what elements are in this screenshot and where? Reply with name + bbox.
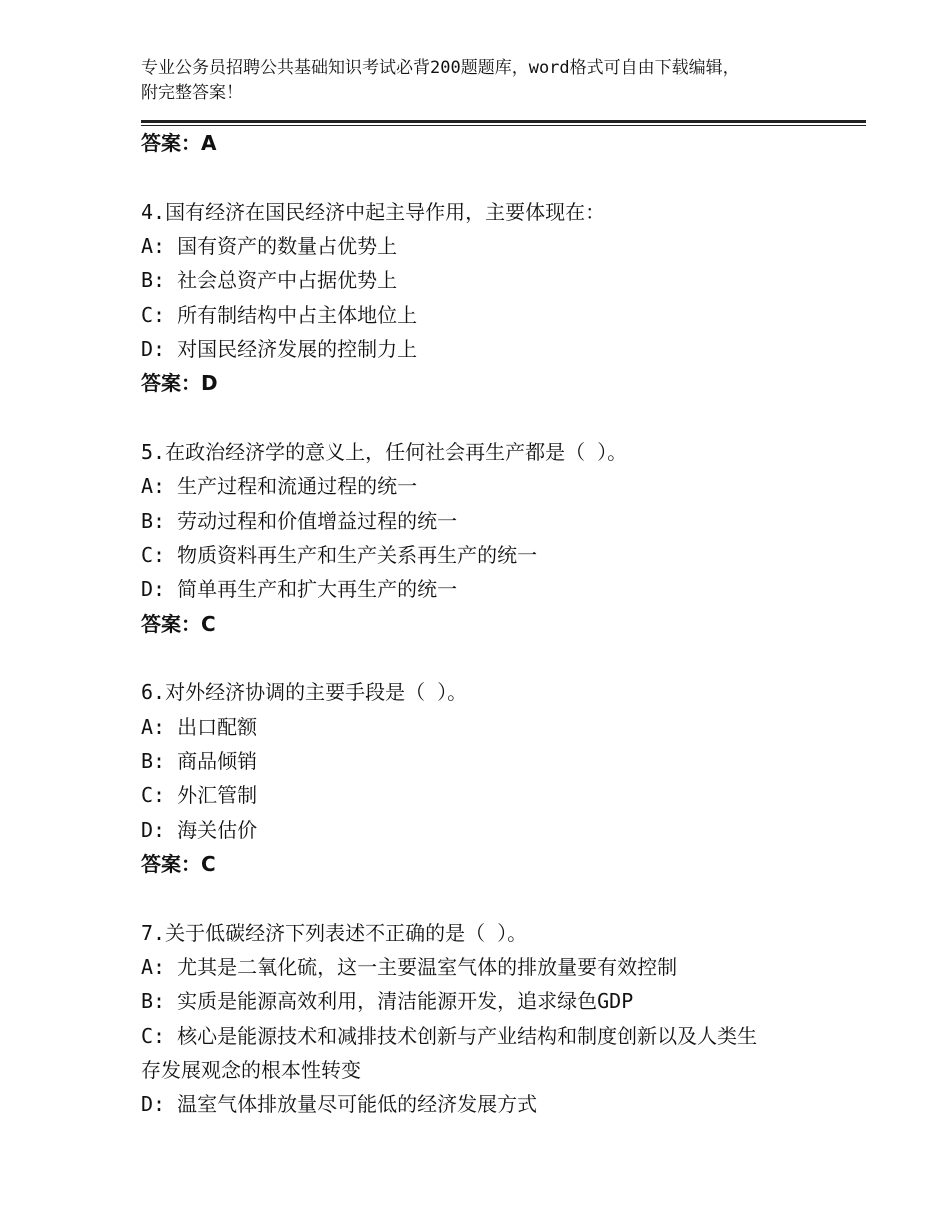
option-d: D: 温室气体排放量尽可能低的经济发展方式 — [141, 1092, 538, 1117]
option-c-continued: 存发展观念的根本性转变 — [141, 1057, 361, 1082]
option-b: B: 劳动过程和价值增益过程的统一 — [141, 508, 458, 533]
option-a: A: 尤其是二氧化硫，这一主要温室气体的排放量要有效控制 — [141, 954, 678, 979]
answer: 答案：D — [141, 371, 218, 396]
option-b: B: 社会总资产中占据优势上 — [141, 268, 398, 293]
option-d: D: 对国民经济发展的控制力上 — [141, 336, 418, 361]
question-block — [141, 916, 841, 1122]
question-block — [141, 675, 841, 881]
question-block — [141, 435, 841, 641]
option-c: C: 核心是能源技术和减排技术创新与产业结构和制度创新以及人类生 — [141, 1023, 758, 1048]
previous-answer: 答案：A — [141, 131, 217, 155]
page-header — [141, 56, 841, 106]
header-line-2: 附完整答案！ — [141, 83, 243, 103]
option-d: D: 简单再生产和扩大再生产的统一 — [141, 577, 458, 602]
answer: 答案：C — [141, 851, 216, 876]
option-d: D: 海关估价 — [141, 817, 258, 842]
question-block — [141, 195, 841, 401]
header-line-1: 专业公务员招聘公共基础知识考试必背200题题库，word格式可自由下载编辑， — [141, 58, 740, 78]
option-c: C: 物质资料再生产和生产关系再生产的统一 — [141, 542, 538, 567]
header-rule-thick — [141, 120, 866, 123]
option-a: A: 国有资产的数量占优势上 — [141, 234, 398, 259]
option-a: A: 出口配额 — [141, 714, 258, 739]
question-stem: 6.对外经济协调的主要手段是（ ）。 — [141, 680, 468, 705]
question-list — [141, 126, 841, 1121]
question-stem: 4.国有经济在国民经济中起主导作用，主要体现在： — [141, 199, 606, 224]
option-a: A: 生产过程和流通过程的统一 — [141, 474, 418, 499]
question-stem: 7.关于低碳经济下列表述不正确的是（ ）。 — [141, 920, 528, 945]
option-c: C: 所有制结构中占主体地位上 — [141, 302, 418, 327]
option-c: C: 外汇管制 — [141, 783, 258, 808]
question-stem: 5.在政治经济学的意义上，任何社会再生产都是（ ）。 — [141, 440, 628, 465]
option-b: B: 商品倾销 — [141, 748, 258, 773]
answer: 答案：C — [141, 611, 216, 636]
option-b: B: 实质是能源高效利用，清洁能源开发，追求绿色GDP — [141, 989, 634, 1014]
